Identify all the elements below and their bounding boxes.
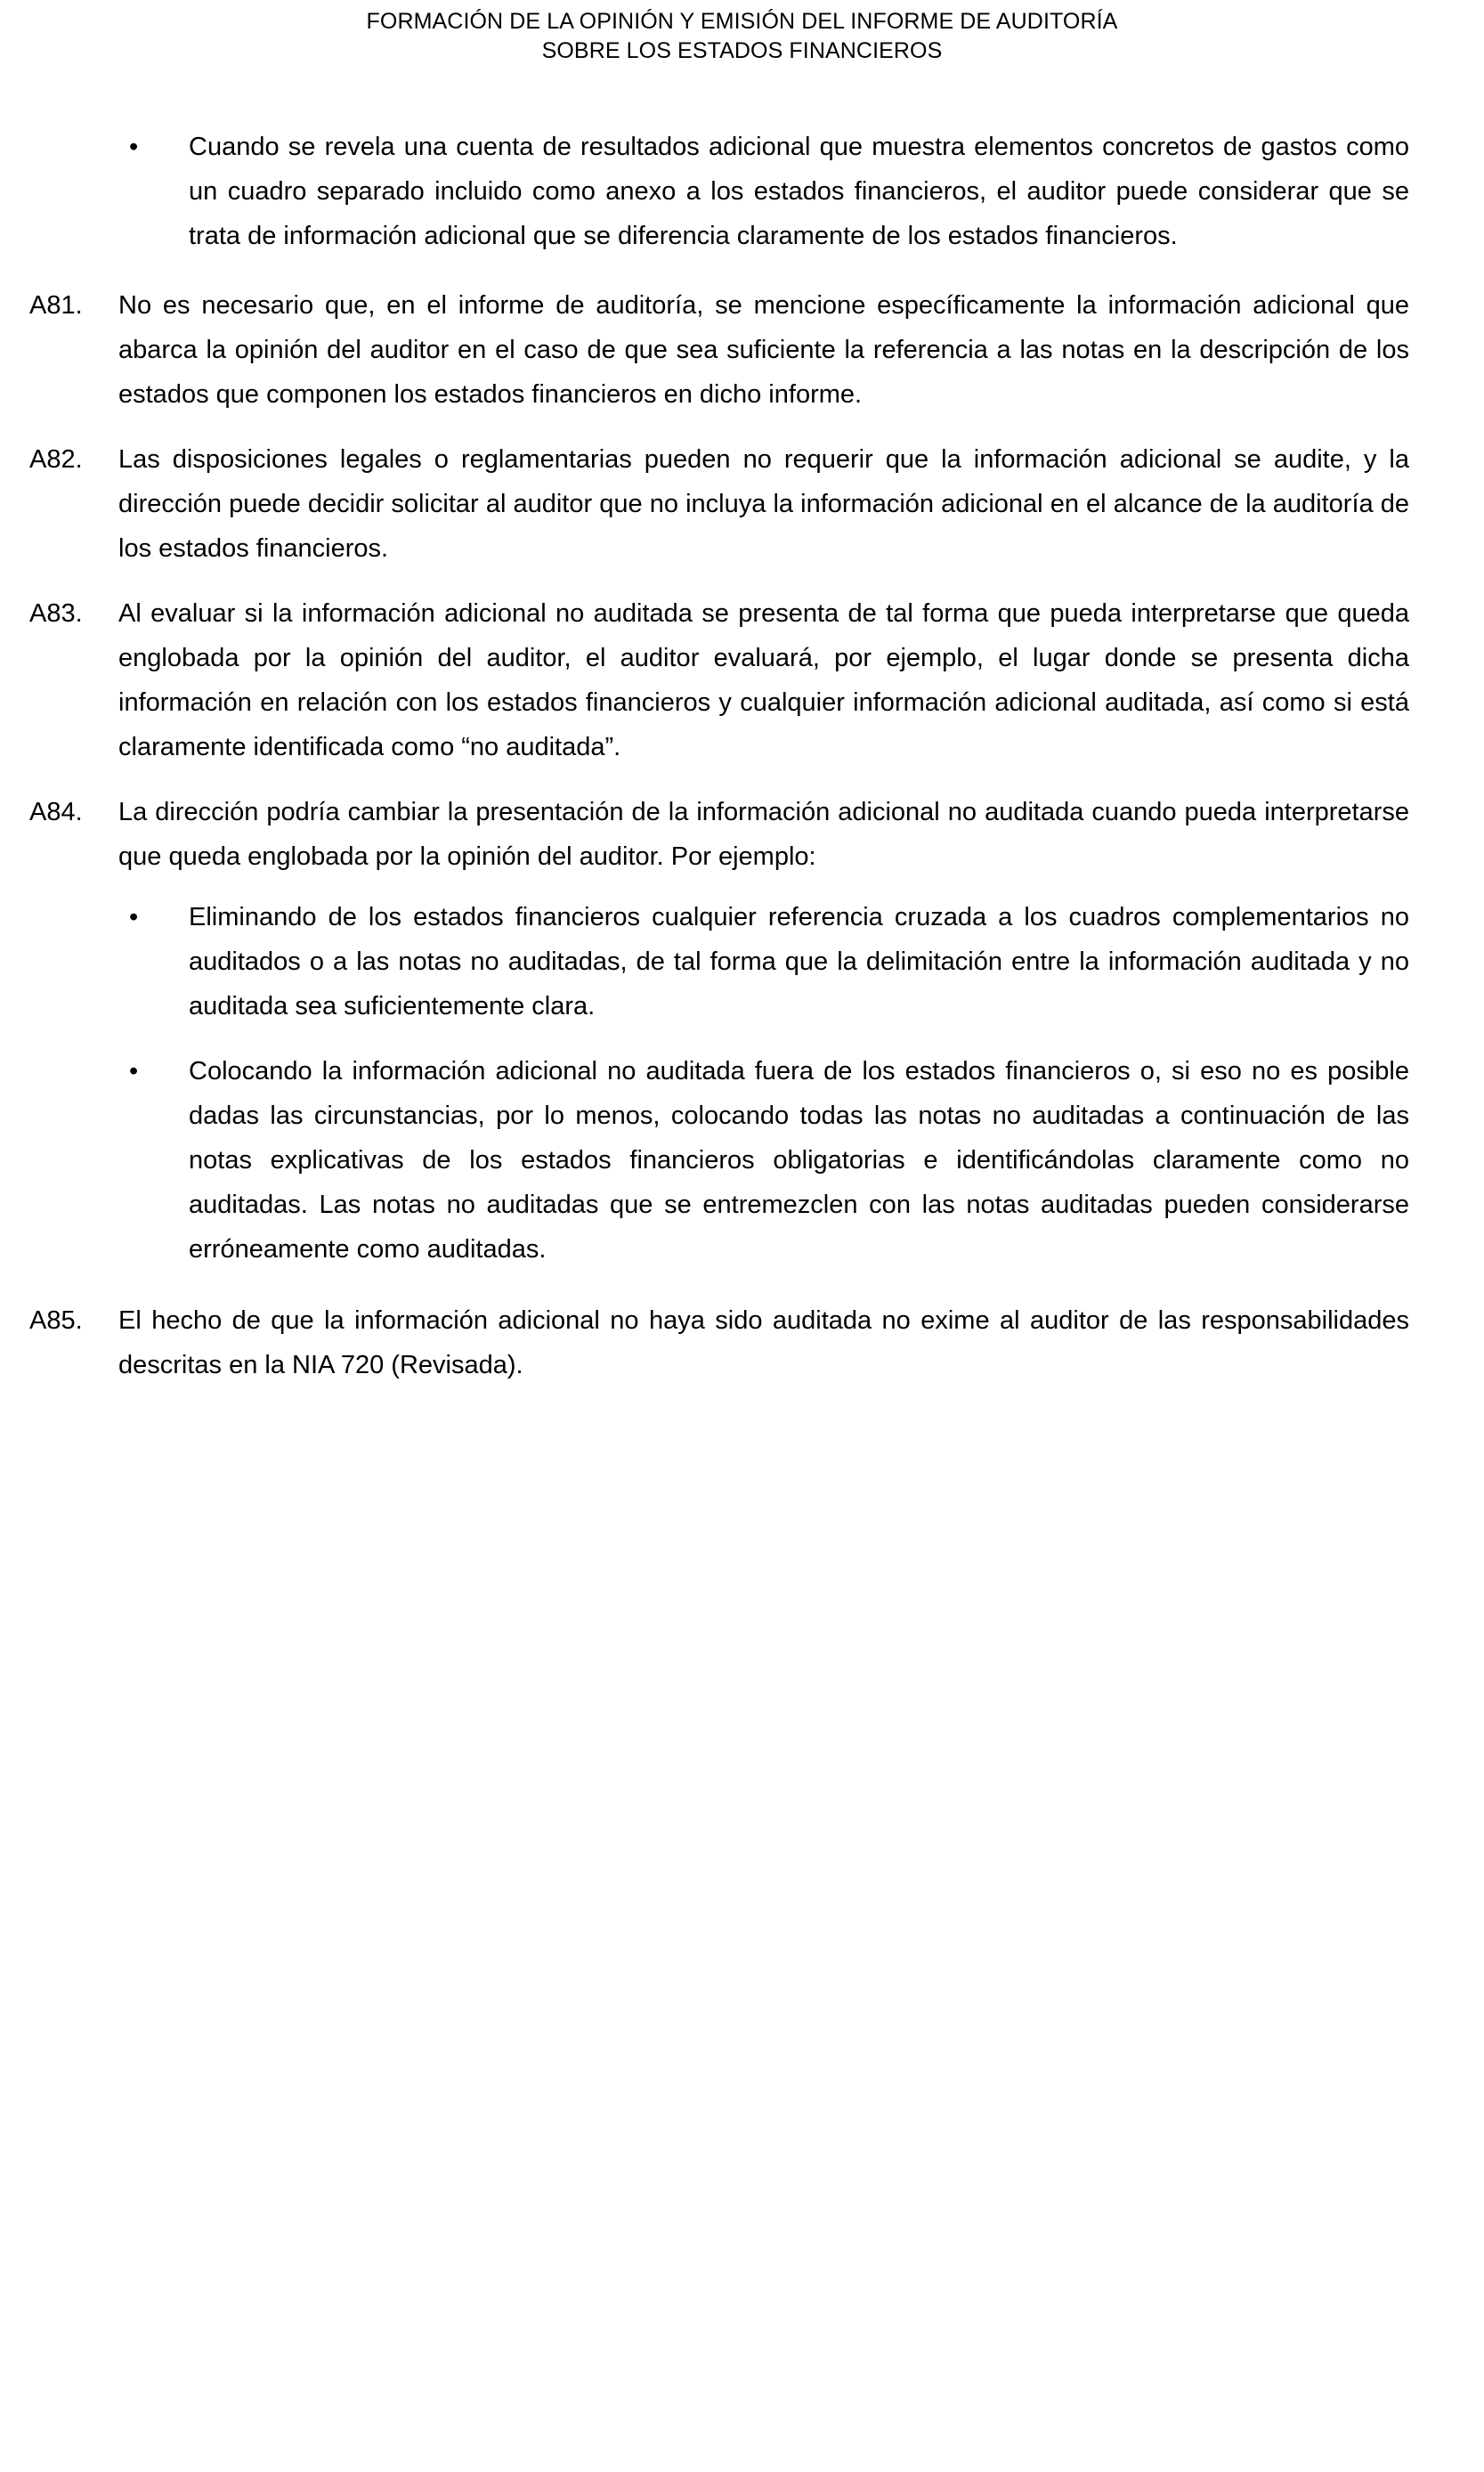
paragraph-number: A81.: [29, 291, 83, 320]
paragraph-number: A82.: [29, 445, 83, 474]
list-item-text: Eliminando de los estados financieros cualquier referencia cruzada a los cuadros complementarios no auditados o a las notas no auditadas, de tal forma que la delimitación entre la información auditada y no auditada sea suficientemente clara.: [189, 903, 1409, 1021]
paragraph-text: Las disposiciones legales o reglamentarias pueden no requerir que la información adicional se audite, y la dirección puede decidir solicitar al auditor que no incluya la información adicional en el alcance de la auditoría de los estados financieros.: [118, 445, 1409, 563]
paragraph-text: La dirección podría cambiar la presentación de la información adicional no auditada cuando pueda interpretarse que queda englobada por la opinión del auditor. Por ejemplo:: [118, 798, 1409, 871]
numbered-paragraph: [29, 1298, 1409, 1387]
bullet-marker-icon: •: [129, 133, 139, 161]
numbered-paragraph: [29, 591, 1409, 769]
paragraph-number: A83.: [29, 599, 83, 628]
list-item-text: Colocando la información adicional no auditada fuera de los estados financieros o, si eso no es posible dadas las circunstancias, por lo menos, colocando todas las notas no auditadas a continuación de las notas explicativas de los estados financieros obligatorias e identificándolas claramente como no auditadas. Las notas no auditadas que se entremezclen con las notas auditadas pueden considerarse erróneamente como auditadas.: [189, 1057, 1409, 1264]
paragraph-text: El hecho de que la información adicional no haya sido auditada no exime al auditor de las responsabilidades descritas en la NIA 720 (Revisada).: [118, 1306, 1409, 1379]
bullet-marker-icon: •: [129, 903, 139, 931]
paragraph-text: No es necesario que, en el informe de auditoría, se mencione específicamente la información adicional que abarca la opinión del auditor en el caso de que sea suficiente la referencia a las notas en la descripción de los estados que componen los estados financieros en dicho informe.: [118, 291, 1409, 409]
list-item: [29, 895, 1409, 1029]
numbered-paragraph: [29, 790, 1409, 879]
header-line-1: FORMACIÓN DE LA OPINIÓN Y EMISIÓN DEL INFORME DE AUDITORÍA: [366, 9, 1118, 34]
paragraph-number: A84.: [29, 798, 83, 826]
numbered-paragraph: [29, 437, 1409, 571]
list-item: [29, 1049, 1409, 1272]
page-header: [0, 7, 1484, 66]
list-item-text: Cuando se revela una cuenta de resultados adicional que muestra elementos concretos de gastos como un cuadro separado incluido como anexo a los estados financieros, el auditor puede considerar que se trata de información adicional que se diferencia claramente de los estados financieros.: [189, 133, 1409, 250]
paragraph-number: A85.: [29, 1306, 83, 1335]
paragraph-text: Al evaluar si la información adicional no auditada se presenta de tal forma que pueda interpretarse que queda englobada por la opinión del auditor, el auditor evaluará, por ejemplo, el lugar donde se presenta dicha información en relación con los estados financieros y cualquier información adicional auditada, así como si está claramente identificada como “no auditada”.: [118, 599, 1409, 761]
numbered-paragraph: [29, 283, 1409, 417]
document-body: [29, 125, 1409, 1408]
bullet-marker-icon: •: [129, 1057, 139, 1086]
header-line-2: SOBRE LOS ESTADOS FINANCIEROS: [541, 38, 943, 63]
list-item: [29, 125, 1409, 258]
